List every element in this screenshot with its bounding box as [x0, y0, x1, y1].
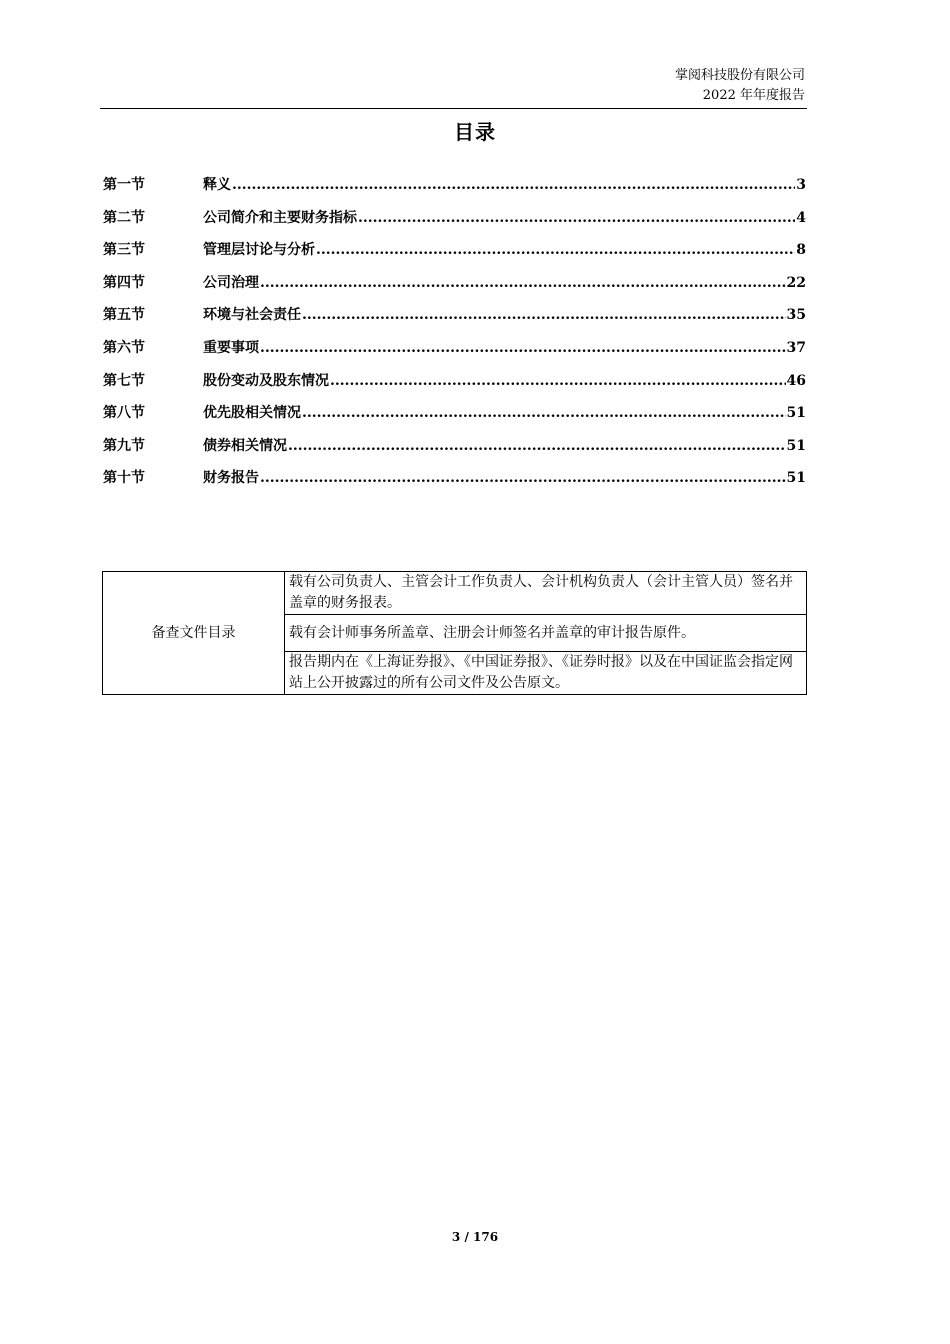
- toc-page-number: 8: [796, 242, 806, 259]
- toc-page-number: 37: [786, 339, 806, 356]
- page-header: [675, 66, 805, 106]
- toc-section-title: 公司治理: [203, 274, 259, 291]
- header-report-name: 2022 年年度报告: [702, 88, 805, 103]
- toc-entry-7[interactable]: [103, 370, 806, 403]
- reference-documents-label: 备查文件目录: [103, 572, 285, 695]
- table-row: [103, 572, 807, 615]
- toc-entry-8[interactable]: [103, 402, 806, 435]
- toc-entry-5[interactable]: [103, 304, 806, 337]
- toc-section-title: 债券相关情况: [203, 437, 287, 454]
- toc-entry-10[interactable]: [103, 467, 806, 500]
- toc-section-title: 股份变动及股东情况: [203, 372, 329, 389]
- toc-section-number: 第十节: [103, 470, 145, 487]
- toc-section-title: 优先股相关情况: [203, 405, 301, 422]
- page-title: 目录: [454, 120, 496, 144]
- toc-page-number: 51: [786, 405, 806, 422]
- toc-dot-leader: [330, 373, 786, 389]
- page-number-footer: 3 / 176: [451, 1230, 499, 1244]
- toc-page-number: 3: [796, 177, 806, 193]
- toc-page-number: 51: [786, 437, 806, 454]
- toc-section-number: 第九节: [103, 437, 145, 454]
- reference-document-item: 载有公司负责人、主管会计工作负责人、会计机构负责人（会计主管人员）签名并盖章的财务报表。: [285, 572, 807, 615]
- toc-section-title: 环境与社会责任: [203, 307, 301, 324]
- toc-section-number: 第五节: [103, 307, 145, 324]
- toc-section-title: 财务报告: [203, 470, 259, 487]
- header-company-name: 掌阅科技股份有限公司: [674, 68, 805, 83]
- toc-section-title: 释义: [203, 177, 231, 193]
- toc-section-title: 公司简介和主要财务指标: [203, 209, 357, 226]
- toc-entry-3[interactable]: [103, 239, 806, 272]
- toc-section-title: 管理层讨论与分析: [203, 242, 315, 259]
- toc-section-title: 重要事项: [203, 339, 259, 356]
- toc-page-number: 22: [786, 274, 806, 291]
- toc-section-number: 第三节: [103, 242, 145, 259]
- toc-dot-leader: [302, 405, 786, 421]
- reference-documents-table: [102, 571, 807, 695]
- toc-page-number: 46: [786, 372, 806, 389]
- toc-entry-2[interactable]: [103, 207, 806, 240]
- toc-page-number: 35: [786, 307, 806, 324]
- toc-dot-leader: [260, 340, 786, 356]
- toc-section-number: 第四节: [103, 274, 145, 291]
- header-divider: [100, 108, 807, 109]
- toc-section-number: 第八节: [103, 405, 145, 422]
- toc-page-number: 51: [786, 470, 806, 487]
- toc-page-number: 4: [796, 209, 806, 226]
- toc-section-number: 第一节: [103, 177, 145, 193]
- toc-dot-leader: [316, 242, 795, 258]
- toc-entry-9[interactable]: [103, 435, 806, 468]
- toc-section-number: 第二节: [103, 209, 145, 226]
- toc-entry-6[interactable]: [103, 337, 806, 370]
- toc-section-number: 第六节: [103, 339, 145, 356]
- toc-dot-leader: [302, 307, 786, 323]
- table-of-contents: [103, 174, 806, 500]
- reference-document-item: 报告期内在《上海证券报》、《中国证券报》、《证券时报》以及在中国证监会指定网站上公开披露过的所有公司文件及公告原文。: [285, 652, 807, 695]
- toc-entry-4[interactable]: [103, 272, 806, 305]
- toc-entry-1[interactable]: [103, 174, 806, 207]
- toc-dot-leader: [232, 177, 795, 193]
- toc-dot-leader: [358, 210, 795, 226]
- toc-dot-leader: [260, 275, 786, 291]
- toc-section-number: 第七节: [103, 372, 145, 389]
- toc-dot-leader: [260, 470, 786, 486]
- reference-document-item: 载有会计师事务所盖章、注册会计师签名并盖章的审计报告原件。: [285, 615, 807, 652]
- toc-dot-leader: [288, 438, 786, 454]
